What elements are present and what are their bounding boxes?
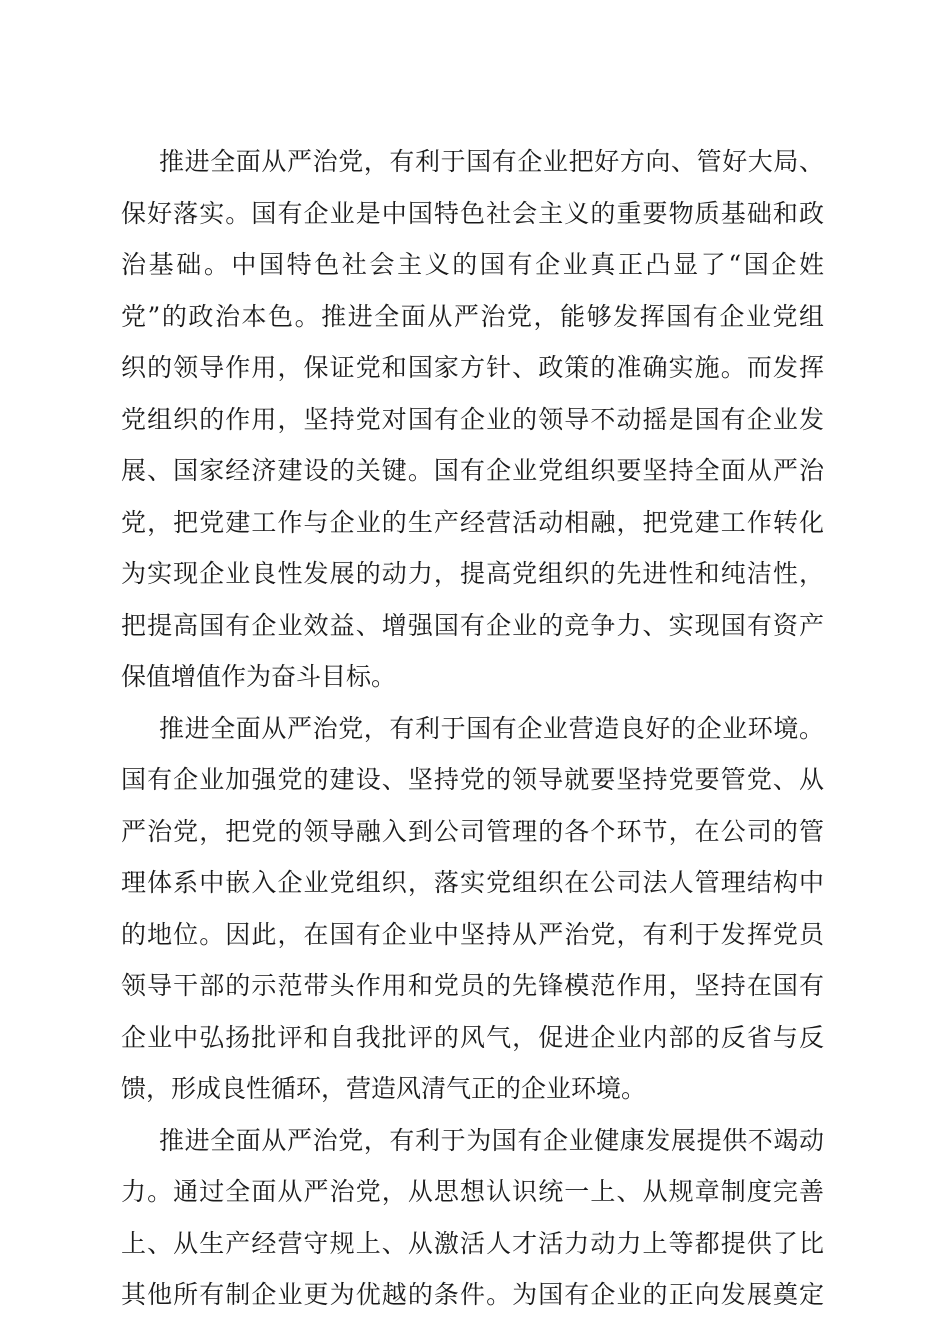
text-line: 党”的政治本色。推进全面从严治党，能够发挥国有企业党组: [121, 301, 824, 331]
paragraph-2: [121, 703, 824, 1115]
text-line: 馈，形成良性循环，营造风清气正的企业环境。: [121, 1074, 647, 1103]
text-line: 推进全面从严治党，有利于国有企业把好方向、管好大局、: [159, 147, 824, 176]
text-line: 保值增值作为奋斗目标。: [121, 662, 397, 691]
text-line: 领导干部的示范带头作用和党员的先锋模范作用，坚持在国有: [121, 971, 824, 1000]
text-line: 的地位。因此，在国有企业中坚持从严治党，有利于发挥党员: [121, 919, 824, 949]
text-line: 严治党，把党的领导融入到公司管理的各个环节，在公司的管: [121, 816, 824, 846]
text-line: 保好落实。国有企业是中国特色社会主义的重要物质基础和政: [121, 198, 824, 228]
text-line: 把提高国有企业效益、增强国有企业的竞争力、实现国有资产: [121, 610, 824, 640]
text-line: 推进全面从严治党，有利于为国有企业健康发展提供不竭动: [159, 1125, 824, 1155]
text-line: 企业中弘扬批评和自我批评的风气，促进企业内部的反省与反: [121, 1022, 824, 1052]
text-line: 织的领导作用，保证党和国家方针、政策的准确实施。而发挥: [121, 353, 824, 382]
text-line: 其他所有制企业更为优越的条件。为国有企业的正向发展奠定: [121, 1280, 824, 1309]
text-line: 为实现企业良性发展的动力，提高党组织的先进性和纯洁性，: [121, 559, 824, 588]
text-line: 推进全面从严治党，有利于国有企业营造良好的企业环境。: [159, 713, 824, 743]
text-line: 国有企业加强党的建设、坚持党的领导就要坚持党要管党、从: [121, 765, 824, 794]
text-line: 力。通过全面从严治党，从思想认识统一上、从规章制度完善: [121, 1177, 824, 1206]
text-line: 上、从生产经营守规上、从激活人才活力动力上等都提供了比: [121, 1228, 824, 1258]
text-line: 理体系中嵌入企业党组织，落实党组织在公司法人管理结构中: [121, 868, 824, 897]
paragraph-1: [121, 136, 824, 703]
text-line: 展、国家经济建设的关键。国有企业党组织要坚持全面从严治: [121, 456, 824, 485]
text-line: 党，把党建工作与企业的生产经营活动相融，把党建工作转化: [121, 507, 824, 537]
paragraph-3: [121, 1115, 824, 1321]
text-line: 党组织的作用，坚持党对国有企业的领导不动摇是国有企业发: [121, 404, 824, 434]
text-line: 治基础。中国特色社会主义的国有企业真正凸显了“国企姓: [121, 250, 824, 279]
document-body: [121, 136, 824, 1321]
